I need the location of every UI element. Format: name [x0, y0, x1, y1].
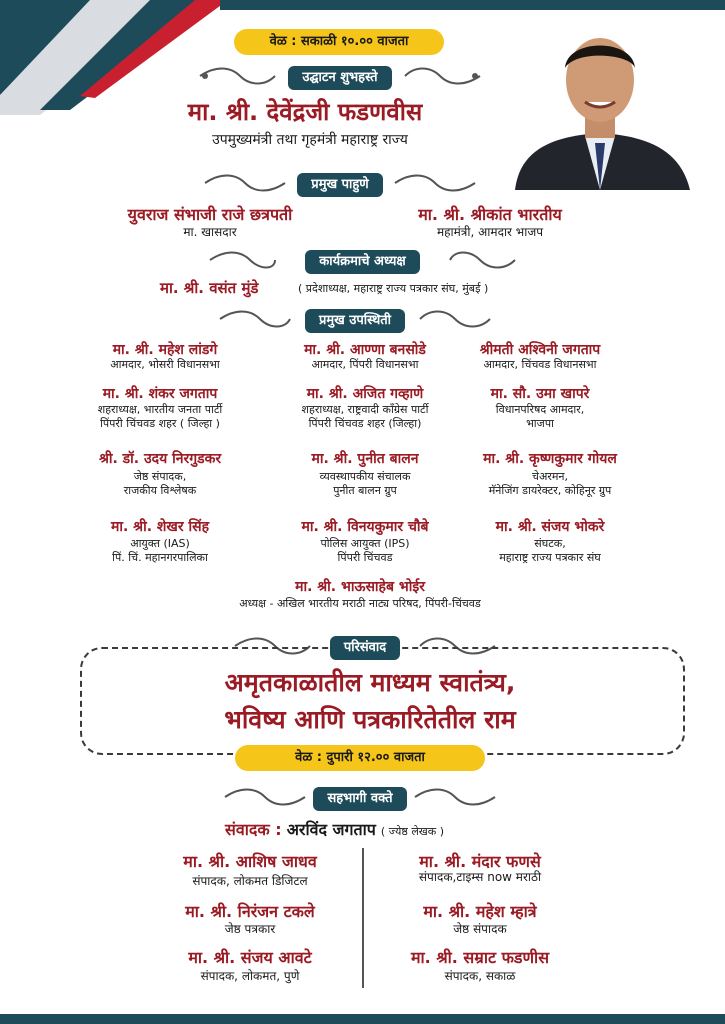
- presence-title: विधानपरिषद आमदार,: [495, 403, 585, 416]
- speaker-name: मा. श्री. महेश म्हात्रे: [423, 902, 537, 921]
- presence-name: मा. श्री. शेखर सिंह: [110, 519, 210, 535]
- presence-title: आमदार, चिंचवड विधानसभा: [483, 358, 597, 371]
- chief-guest-name: मा. श्री. श्रीकांत भारतीय: [418, 205, 562, 224]
- presence-title: शहराध्यक्ष, भारतीय जनता पार्टी: [97, 403, 223, 416]
- morning-time-pill: वेळ : सकाळी १०.०० वाजता: [234, 29, 444, 55]
- presence-title: मॅनेजिंग डायरेक्टर, कोहिनूर ग्रुप: [488, 484, 612, 497]
- inauguration-label: उद्घाटन शुभहस्ते: [288, 66, 391, 90]
- presence-title: व्यवस्थापकीय संचालक: [319, 470, 411, 483]
- presence-name: मा. श्री. अजित गव्हाणे: [306, 386, 424, 402]
- presence-title: महाराष्ट्र राज्य पत्रकार संघ: [499, 551, 601, 564]
- presence-title: आयुक्त (IAS): [130, 537, 190, 550]
- speaker-title: जेष्ठ पत्रकार: [224, 922, 276, 936]
- inauguration-title: उपमुख्यमंत्री तथा गृहमंत्री महाराष्ट्र राज्य: [212, 132, 408, 148]
- speaker-name: मा. श्री. सम्राट फडणीस: [410, 948, 550, 967]
- presence-name: मा. श्री. महेश लांडगे: [112, 342, 218, 358]
- symposium-title-line2: भविष्य आणि पत्रकारितेतील राम: [224, 705, 516, 734]
- chief-guest-photo: [505, 18, 695, 190]
- presence-title: संघटक,: [534, 537, 566, 550]
- presence-name: मा. श्री. भाऊसाहेब भोईर: [295, 579, 425, 595]
- speaker-title: संपादक,टाइम्स now मराठी: [418, 870, 542, 884]
- speaker-title: संपादक, लोकमत डिजिटल: [192, 874, 308, 888]
- president-label: कार्यक्रमाचे अध्यक्ष: [305, 250, 419, 274]
- speaker-name: मा. श्री. निरंजन टकले: [185, 902, 315, 921]
- president-name: मा. श्री. वसंत मुंडे: [160, 279, 259, 297]
- presence-title: भाजपा: [526, 417, 554, 430]
- moderator-prefix: संवादक :: [225, 820, 282, 839]
- speakers-banner: [220, 785, 500, 809]
- symposium-label: परिसंवाद: [330, 636, 400, 660]
- presence-title: पिंपरी चिंचवड: [337, 551, 393, 564]
- symposium-title-line1: अमृतकाळातील माध्यम स्वातंत्र्य,: [224, 668, 516, 697]
- presence-title: पिंपरी चिंचवड शहर ( जिल्हा ): [100, 417, 220, 430]
- speaker-title: संपादक, सकाळ: [444, 969, 516, 983]
- presence-title: आमदार, पिंपरी विधानसभा: [311, 358, 419, 371]
- speaker-title: जेष्ठ संपादक: [453, 922, 507, 936]
- president-title: ( प्रदेशाध्यक्ष, महाराष्ट्र राज्य पत्रकार संघ, मुंबई ): [298, 282, 489, 295]
- presence-title: जेष्ठ संपादक,: [133, 470, 187, 483]
- inauguration-name: मा. श्री. देवेंद्रजी फडणवीस: [187, 98, 423, 126]
- presence-title: पोलिस आयुक्त (IPS): [320, 537, 410, 550]
- president-banner: [205, 248, 520, 272]
- moderator-line: [225, 818, 525, 840]
- symposium-box: [80, 647, 685, 755]
- speaker-title: संपादक, लोकमत, पुणे: [200, 969, 300, 983]
- presence-title: चेअरमन,: [531, 470, 569, 483]
- presence-title: आमदार, भोसरी विधानसभा: [110, 358, 220, 371]
- presence-title: अध्यक्ष - अखिल भारतीय मराठी नाट्य परिषद, पिंपरी-चिंचवड: [239, 597, 481, 610]
- presence-label: प्रमुख उपस्थिती: [305, 309, 405, 333]
- speaker-name: मा. श्री. आशिष जाधव: [183, 852, 317, 871]
- inauguration-banner: [195, 64, 485, 88]
- chief-guest-title: महामंत्री, आमदार भाजप: [436, 225, 544, 239]
- chief-guests-banner: [200, 171, 480, 195]
- speaker-name: मा. श्री. संजय आवटे: [188, 948, 312, 967]
- chief-guest-title: मा. खासदार: [183, 225, 237, 239]
- presence-banner: [215, 307, 495, 331]
- presence-name: मा. श्री. कृष्णकुमार गोयल: [483, 451, 617, 467]
- divider: [362, 848, 364, 988]
- moderator-note: ( ज्येष्ठ लेखक ): [380, 825, 445, 838]
- speaker-name: मा. श्री. मंदार फणसे: [419, 852, 541, 871]
- presence-name: श्री. डॉ. उदय निरगुडकर: [98, 451, 222, 467]
- presence-name: श्रीमती अश्विनी जगताप: [479, 342, 601, 358]
- afternoon-time-pill: वेळ : दुपारी १२.०० वाजता: [235, 745, 485, 771]
- presence-title: पिंपरी चिंचवड शहर (जिल्हा): [308, 417, 422, 430]
- top-bar: [220, 0, 725, 10]
- presence-name: मा. सौ. उमा खापरे: [490, 386, 590, 402]
- moderator-name: अरविंद जगताप: [286, 820, 376, 839]
- presence-name: मा. श्री. आण्णा बनसोडे: [304, 342, 426, 358]
- bottom-bar: [0, 1014, 725, 1024]
- presence-title: पुनीत बालन ग्रुप: [333, 484, 397, 497]
- presence-name: मा. श्री. पुनीत बालन: [311, 451, 419, 467]
- presence-title: पिं. चिं. महानगरपालिका: [112, 551, 208, 564]
- presence-title: शहराध्यक्ष, राष्ट्रवादी काँग्रेस पार्टी: [301, 403, 429, 416]
- chief-guests-label: प्रमुख पाहुणे: [297, 173, 382, 197]
- presence-name: मा. श्री. शंकर जगताप: [102, 386, 218, 402]
- presence-name: मा. श्री. संजय भोकरे: [495, 519, 605, 535]
- presence-name: मा. श्री. विनयकुमार चौबे: [301, 519, 429, 535]
- speakers-label: सहभागी वक्ते: [313, 787, 406, 811]
- chief-guest-name: युवराज संभाजी राजे छत्रपती: [127, 205, 293, 224]
- presence-title: राजकीय विश्लेषक: [123, 484, 197, 497]
